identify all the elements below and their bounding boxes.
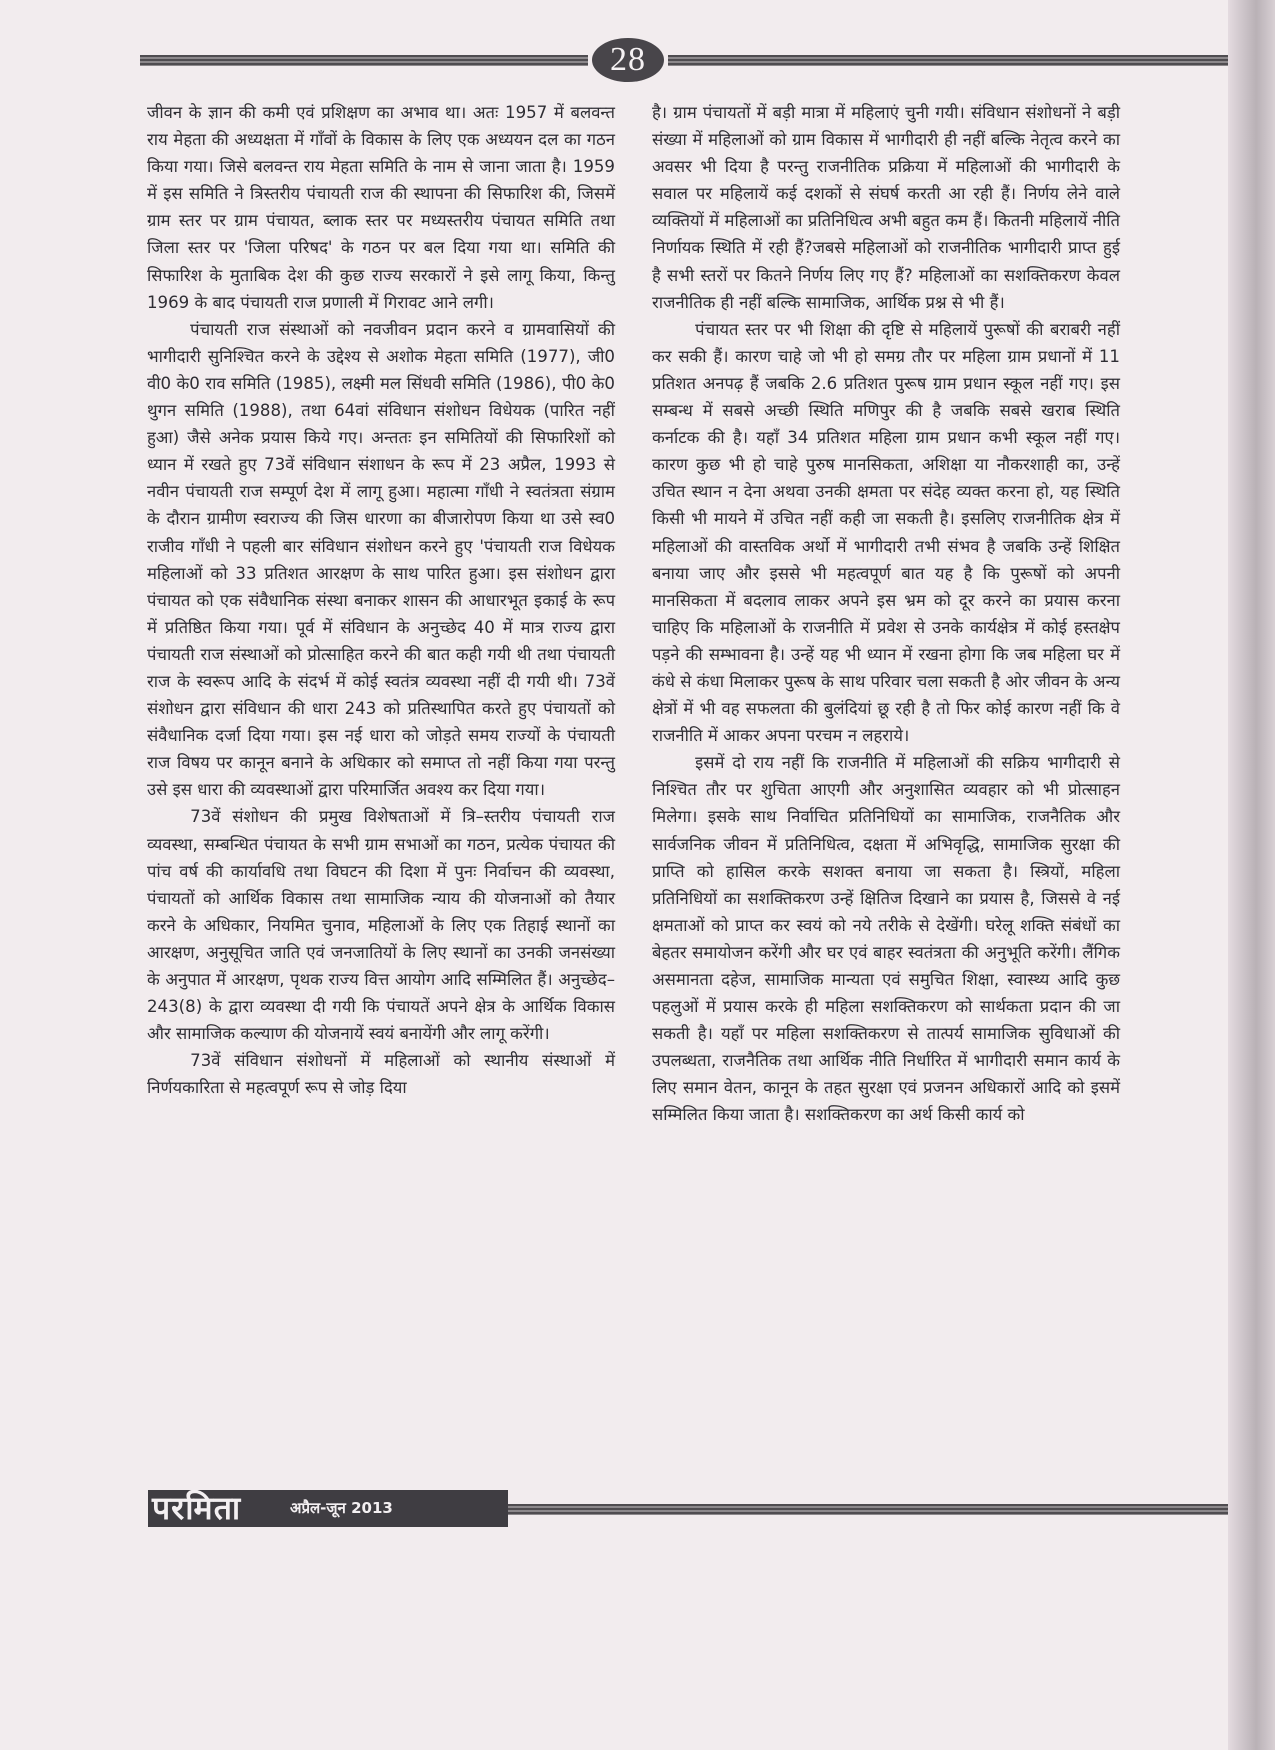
header-rule-right [668, 55, 1228, 66]
article-column-right [652, 99, 1120, 1129]
paragraph: इसमें दो राय नहीं कि राजनीति में महिलाओं की सक्रिय भागीदारी से निश्चित तौर पर शुचिता आएगी और अनुशासित व्यवहार को भी प्रोत्साहन मिलेगा। इसके साथ निर्वाचित प्रतिनिधियों का सामाजिक, राजनैतिक और सार्वजनिक जीवन में प्रतिनिधित्व, दक्षता में अभिवृद्धि, सामाजिक सुरक्षा की प्राप्ति को हासिल करके सशक्त बनाया जा सकता है। स्त्रियों, महिला प्रतिनिधियों का सशक्तिकरण उन्हें क्षितिज दिखाने का प्रयास है, जिससे वे नई क्षमताओं को प्राप्त कर स्वयं को नये तरीके से देखेंगी। घरेलू शक्ति संबंधों का बेहतर समायोजन करेंगी और घर एवं बाहर स्वतंत्रता की अनुभूति करेंगी। लैंगिक असमानता दहेज, सामाजिक मान्यता एवं समुचित शिक्षा, स्वास्थ्य आदि कुछ पहलुओं में प्रयास करके ही महिला सशक्तिकरण को सार्थकता प्रदान की जा सकती है। यहाँ पर महिला सशक्तिकरण से तात्पर्य सामाजिक सुविधाओं की उपलब्धता, राजनैतिक तथा आर्थिक नीति निर्धारित में भागीदारी समान कार्य के लिए समान वेतन, कानून के तहत सुरक्षा एवं प्रजनन अधिकारों आदि को इसमें सम्मिलित किया जाता है। सशक्तिकरण का अर्थ किसी कार्य को [652, 753, 1120, 1125]
paragraph: पंचायती राज संस्थाओं को नवजीवन प्रदान करने व ग्रामवासियों की भागीदारी सुनिश्चित करने के उद्देश्य से अशोक मेहता समिति (1977), जी0 वी0 के0 राव समिति (1985), लक्ष्मी मल सिंधवी समिति (1986), पी0 के0 थुगन समिति (1988), तथा 64वां संविधान संशोधन विधेयक (पारित नहीं हुआ) जैसे अनेक प्रयास किये गए। अन्ततः इन समितियों की सिफारिशों को ध्यान में रखते हुए 73वें संविधान संशाधन के रूप में 23 अप्रैल, 1993 से नवीन पंचायती राज सम्पूर्ण देश में लागू हुआ। महात्मा गाँधी ने स्वतंत्रता संग्राम के दौरान ग्रामीण स्वराज्य की जिस धारणा का बीजारोपण किया था उसे स्व0 राजीव गाँधी ने पहली बार संविधान संशोधन करने हुए 'पंचायती राज विधेयक महिलाओं को 33 प्रतिशत आरक्षण के साथ पारित हुआ। इस संशोधन द्वारा पंचायत को एक संवैधानिक संस्था बनाकर शासन की आधारभूत इकाई के रूप में प्रतिष्ठित किया गया। पूर्व में संविधान के अनुच्छेद 40 में मात्र राज्य द्वारा पंचायती राज संस्थाओं को प्रोत्साहित करने की बात कही गयी थी तथा पंचायती राज के स्वरूप आदि के संदर्भ में कोई स्वतंत्र व्यवस्था नहीं दी गयी थी। 73वें संशोधन द्वारा संविधान की धारा 243 को प्रतिस्थापित करते हुए पंचायतों को संवैधानिक दर्जा दिया गया। इस नई धारा को जोड़ते समय राज्यों के पंचायती राज विषय पर कानून बनाने के अधिकार को समाप्त तो नहीं किया गया परन्तु उसे इस धारा की व्यवस्थाओं द्वारा परिमार्जित अवश्य कर दिया गया। [147, 319, 615, 800]
paragraph: है। ग्राम पंचायतों में बड़ी मात्रा में महिलाएं चुनी गयी। संविधान संशोधनों ने बड़ी संख्या में महिलाओं को ग्राम विकास में भागीदारी ही नहीं बल्कि नेतृत्व करने का अवसर भी दिया है परन्तु राजनीतिक प्रक्रिया में महिलाओं की भागीदारी के सवाल पर महिलायें कई दशकों से संघर्ष करती आ रही हैं। निर्णय लेने वाले व्यक्तियों में महिलाओं का प्रतिनिधित्व अभी बहुत कम हैं। कितनी महिलायें नीति निर्णायक स्थिति में रही हैं?जबसे महिलाओं को राजनीतिक भागीदारी प्राप्त हुई है सभी स्तरों पर कितने निर्णय लिए गए हैं? महिलाओं का सशक्तिकरण केवल राजनीतिक ही नहीं बल्कि सामाजिक, आर्थिक प्रश्न से भी हैं। [652, 103, 1120, 312]
page-number: 28 [592, 38, 664, 82]
footer-rule [505, 1504, 1228, 1515]
paragraph: पंचायत स्तर पर भी शिक्षा की दृष्टि से महिलायें पुरूषों की बराबरी नहीं कर सकी हैं। कारण चाहे जो भी हो समग्र तौर पर महिला ग्राम प्रधानों में 11 प्रतिशत अनपढ़ हैं जबकि 2.6 प्रतिशत पुरूष ग्राम प्रधान स्कूल नहीं गए। इस सम्बन्ध में सबसे अच्छी स्थिति मणिपुर की है जबकि सबसे खराब स्थिति कर्नाटक की है। यहाँ 34 प्रतिशत महिला ग्राम प्रधान कभी स्कूल नहीं गए। कारण कुछ भी हो चाहे पुरुष मानसिकता, अशिक्षा या नौकरशाही का, उन्हें उचित स्थान न देना अथवा उनकी क्षमता पर संदेह व्यक्त करना हो, यह स्थिति किसी भी मायने में उचित नहीं कही जा सकती है। इसलिए राजनीतिक क्षेत्र में महिलाओं की वास्तविक अर्थो में भागीदारी तभी संभव है जबकि उन्हें शिक्षित बनाया जाए और इससे भी महत्वपूर्ण बात यह है कि पुरूषों को अपनी मानसिकता में बदलाव लाकर अपने इस भ्रम को दूर करने का प्रयास करना चाहिए कि महिलाओं के राजनीति में प्रवेश से उनके कार्यक्षेत्र में कोई हस्तक्षेप पड़ने की सम्भावना है। उन्हें यह भी ध्यान में रखना होगा कि जब महिला घर में कंधे से कंधा मिलाकर पुरूष के साथ परिवार चला सकती है ओर जीवन के अन्य क्षेत्रों में भी वह सफलता की बुलंदियां छू रही है तो फिर कोई कारण नहीं कि वे राजनीति में आकर अपना परचम न लहराये। [652, 319, 1120, 746]
paragraph: जीवन के ज्ञान की कमी एवं प्रशिक्षण का अभाव था। अतः 1957 में बलवन्त राय मेहता की अध्यक्षता में गाँवों के विकास के लिए एक अध्ययन दल का गठन किया गया। जिसे बलवन्त राय मेहता समिति के नाम से जाना जाता है। 1959 में इस समिति ने त्रिस्तरीय पंचायती राज की स्थापना की सिफारिश की, जिसमें ग्राम स्तर पर ग्राम पंचायत, ब्लाक स्तर पर मध्यस्तरीय पंचायत समिति तथा जिला स्तर पर 'जिला परिषद' के गठन पर बल दिया गया था। समिति की सिफारिश के मुताबिक देश की कुछ राज्य सरकारों ने इसे लागू किया, किन्तु 1969 के बाद पंचायती राज प्रणाली में गिरावट आने लगी। [147, 103, 615, 312]
paragraph: 73वें संविधान संशोधनों में महिलाओं को स्थानीय संस्थाओं में निर्णयकारिता से महत्वपूर्ण रूप से जोड़ दिया [147, 1051, 615, 1098]
paragraph: 73वें संशोधन की प्रमुख विशेषताओं में त्रि–स्तरीय पंचायती राज व्यवस्था, सम्बन्धित पंचायत के सभी ग्राम सभाओं का गठन, प्रत्येक पंचायत की पांच वर्ष की कार्यावधि तथा विघटन की दिशा में पुनः निर्वाचन की व्यवस्था, पंचायतों को आर्थिक विकास तथा सामाजिक न्याय की योजनाओं को तैयार करने के अधिकार, नियमित चुनाव, महिलाओं के लिए एक तिहाई स्थानों का आरक्षण, अनुसूचित जाति एवं जनजातियों के लिए स्थानों का उनकी जनसंख्या के अनुपात में आरक्षण, पृथक राज्य वित्त आयोग आदि सम्मिलित हैं। अनुच्छेद– 243(8) के द्वारा व्यवस्था दी गयी कि पंचायतें अपने क्षेत्र के आर्थिक विकास और सामाजिक कल्याण की योजनायें स्वयं बनायेंगी और लागू करेंगी। [147, 807, 615, 1044]
magazine-logo: परमिता [152, 1489, 242, 1527]
page-binding-shadow [1228, 0, 1275, 1750]
page-number-badge [588, 36, 668, 84]
issue-date: अप्रैल-जून 2013 [290, 1499, 393, 1517]
header-rule-left [140, 55, 588, 66]
article-column-left [147, 99, 615, 1101]
